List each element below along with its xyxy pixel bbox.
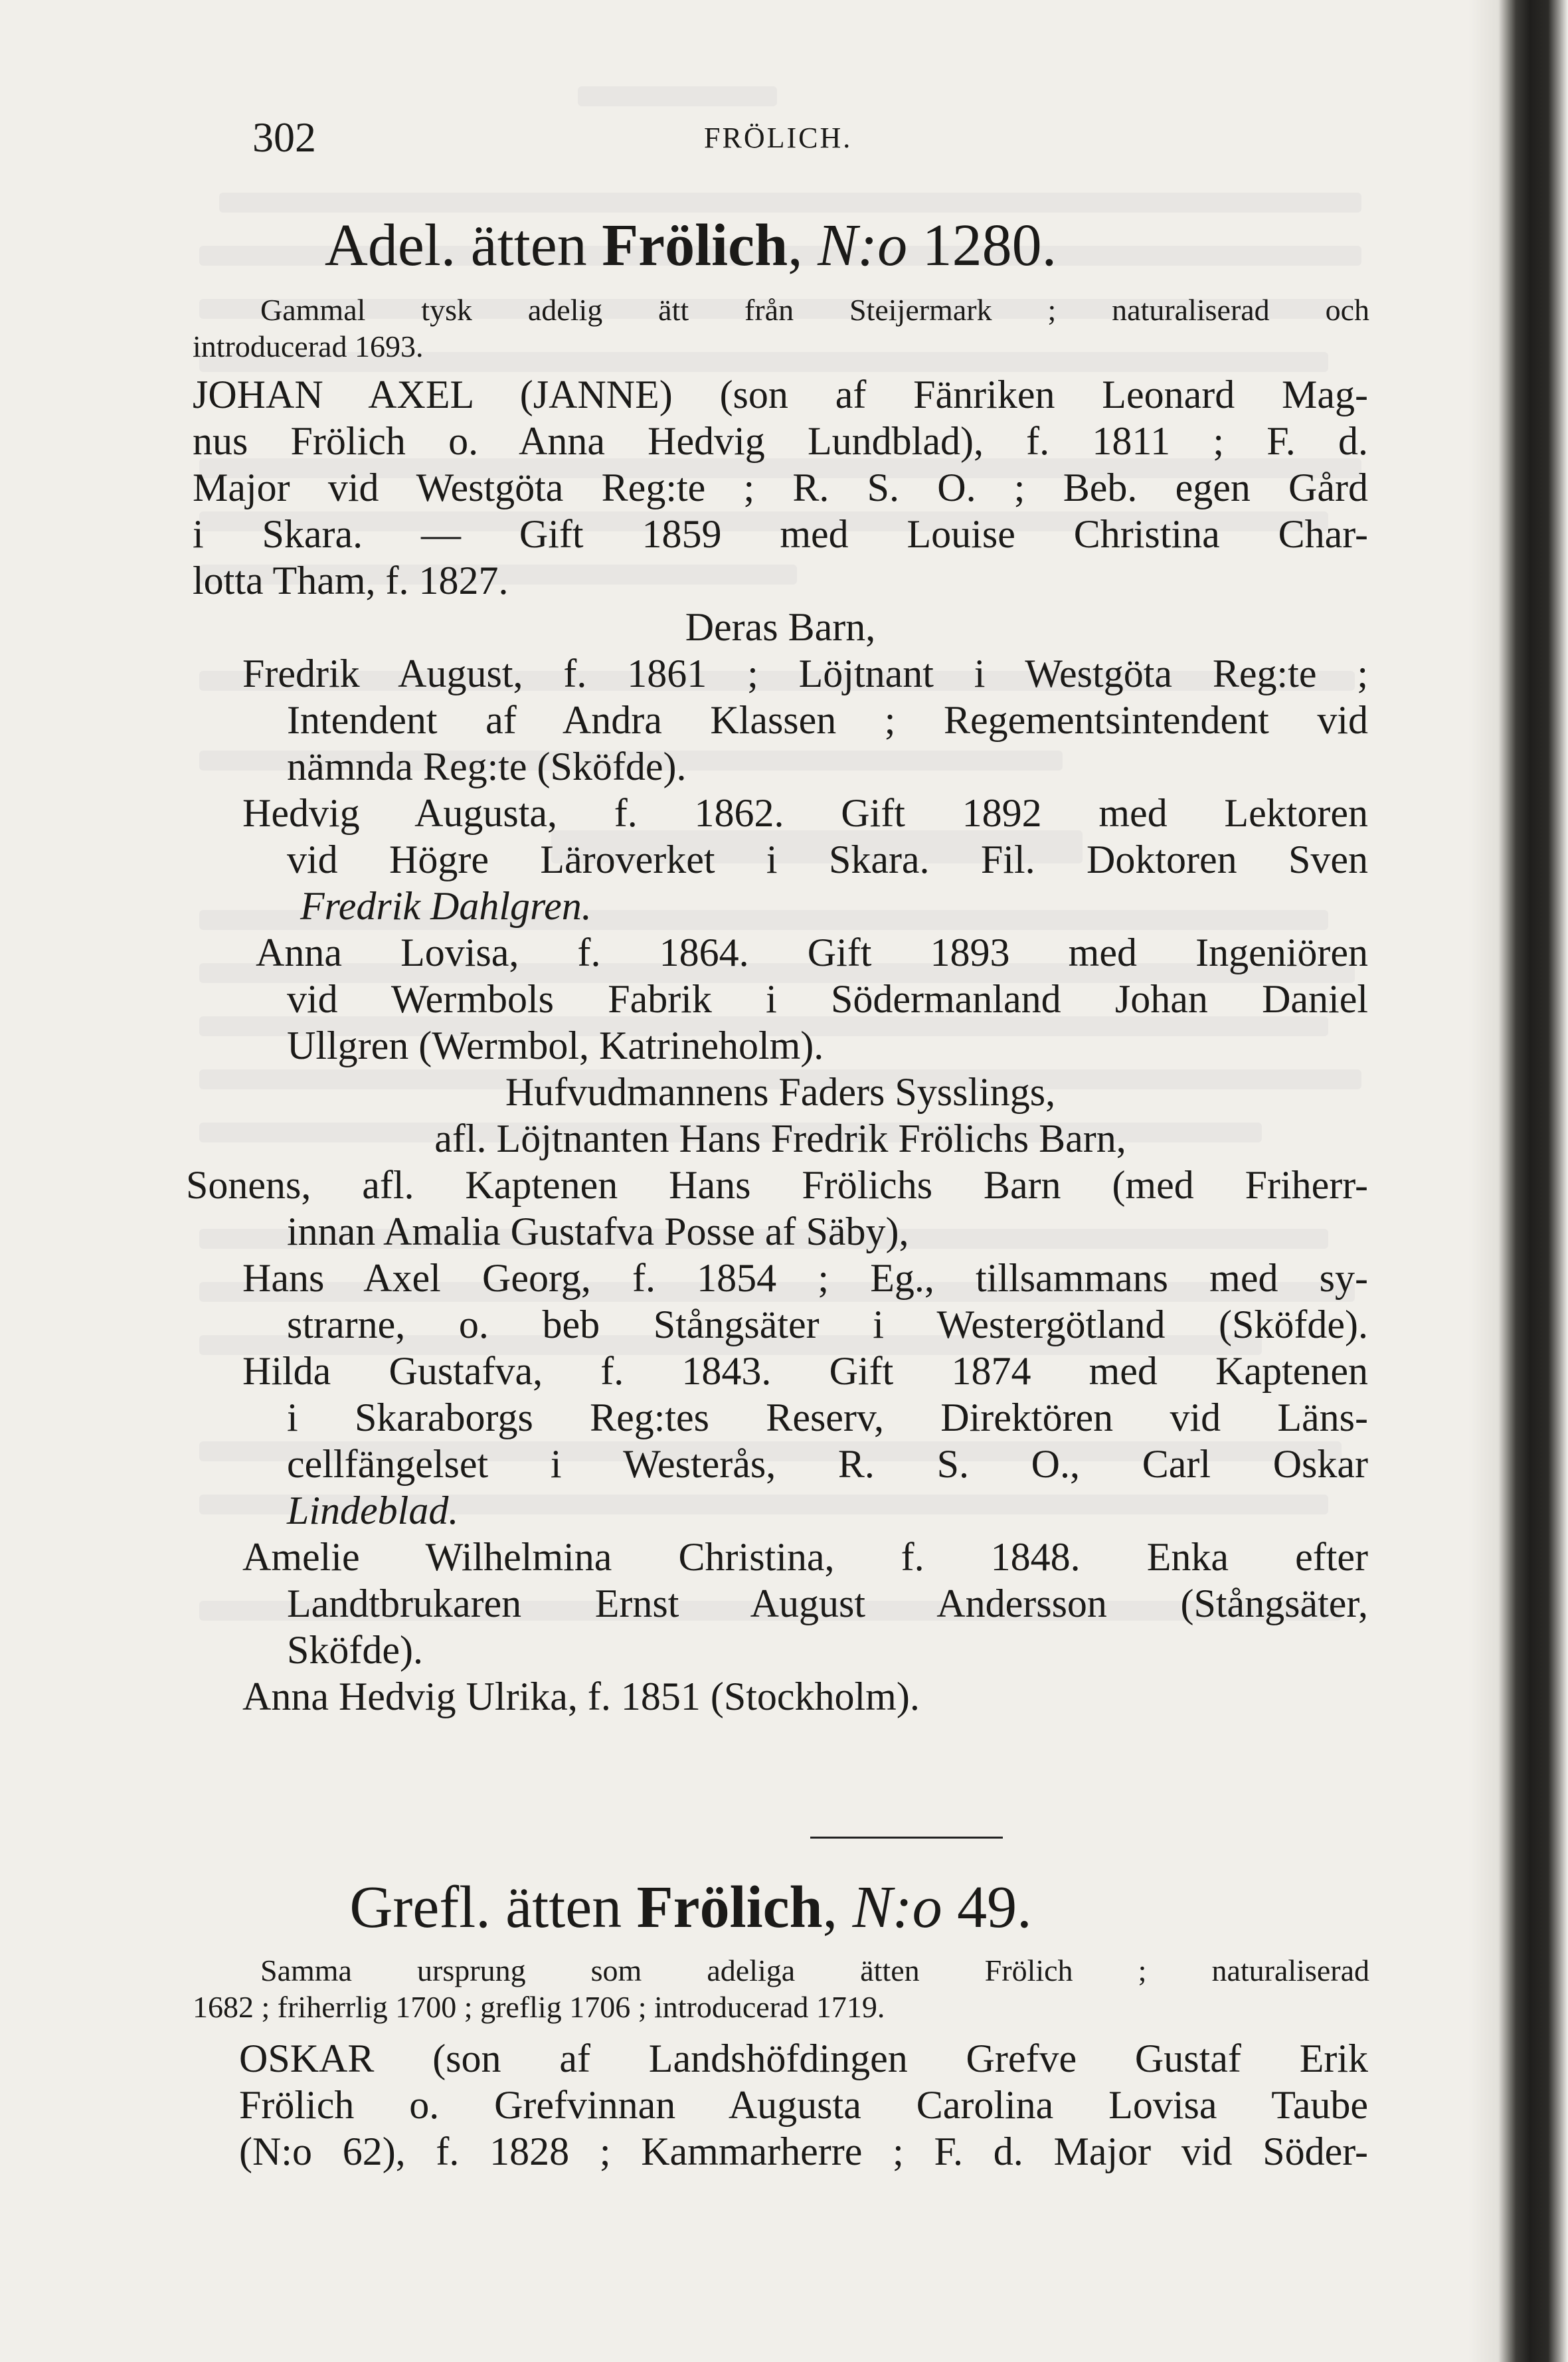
text-line: Fredrik August, f. 1861 ; Löjtnant i Westgöta Reg:te ;	[242, 652, 1368, 695]
text-line: JOHAN AXEL (JANNE) (son af Fänriken Leonard Mag-	[193, 373, 1368, 416]
text-line: Anna Lovisa, f. 1864. Gift 1893 med Ingeniören	[256, 931, 1368, 974]
section-title-grefl: Grefl. ätten Frölich, N:o 49.	[349, 1874, 1032, 1940]
text-line: i Skaraborgs Reg:tes Reserv, Direktören vid Läns-	[287, 1396, 1368, 1439]
text-line: afl. Löjtnanten Hans Fredrik Frölichs Barn,	[434, 1117, 1126, 1160]
text-line: cellfängelset i Westerås, R. S. O., Carl Oskar	[287, 1442, 1368, 1486]
intro-line: introducerad 1693.	[193, 329, 424, 363]
text-line: Hilda Gustafva, f. 1843. Gift 1874 med Kaptenen	[242, 1349, 1368, 1393]
intro-line: 1682 ; friherrlig 1700 ; greflig 1706 ; introducerad 1719.	[193, 1990, 885, 2024]
text-line: OSKAR (son af Landshöfdingen Grefve Gustaf Erik	[239, 2037, 1368, 2080]
text-line: Sköfde).	[287, 1628, 423, 1672]
text-line: lotta Tham, f. 1827.	[193, 559, 509, 602]
text-line: Sonens, afl. Kaptenen Hans Frölichs Barn (med Friherr-	[186, 1163, 1368, 1207]
running-head: FRÖLICH.	[704, 122, 853, 154]
section-divider	[810, 1837, 1003, 1839]
text-line: Anna Hedvig Ulrika, f. 1851 (Stockholm).	[242, 1675, 920, 1718]
page-number: 302	[252, 114, 316, 161]
text-line: vid Högre Läroverket i Skara. Fil. Doktoren Sven	[287, 838, 1368, 881]
text-line: i Skara. — Gift 1859 med Louise Christina Char-	[193, 512, 1368, 556]
text-line: Lindeblad.	[287, 1489, 459, 1532]
text-line: Frölich o. Grefvinnan Augusta Carolina Lovisa Taube	[239, 2083, 1368, 2127]
page-header	[252, 113, 1315, 166]
text-line: Hans Axel Georg, f. 1854 ; Eg., tillsammans med sy-	[242, 1256, 1368, 1300]
intro-line: Samma ursprung som adeliga ätten Frölich ; naturaliserad	[260, 1953, 1369, 1987]
text-line: (N:o 62), f. 1828 ; Kammarherre ; F. d. Major vid Söder-	[239, 2130, 1368, 2173]
text-line: Amelie Wilhelmina Christina, f. 1848. Enka efter	[242, 1535, 1368, 1579]
text-line: strarne, o. beb Stångsäter i Westergötland (Sköfde).	[287, 1303, 1368, 1346]
book-binding-edge	[1468, 0, 1568, 2362]
text-line: Hedvig Augusta, f. 1862. Gift 1892 med Lektoren	[242, 791, 1368, 835]
section-title-adel: Adel. ätten Frölich, N:o 1280.	[324, 213, 1057, 278]
subheading: Hufvudmannens Faders Sysslings,	[505, 1070, 1056, 1114]
text-line: Major vid Westgöta Reg:te ; R. S. O. ; Beb. egen Gård	[193, 466, 1368, 509]
text-line: Intendent af Andra Klassen ; Regementsintendent vid	[287, 698, 1368, 742]
text-line: Fredrik Dahlgren.	[300, 884, 592, 928]
subheading: Deras Barn,	[685, 605, 876, 649]
text-line: nus Frölich o. Anna Hedvig Lundblad), f. 1811 ; F. d.	[193, 419, 1368, 463]
intro-line: Gammal tysk adelig ätt från Steijermark ; naturaliserad och	[260, 293, 1369, 327]
text-line: innan Amalia Gustafva Posse af Säby),	[287, 1210, 909, 1253]
text-line: Landtbrukaren Ernst August Andersson (Stångsäter,	[287, 1582, 1368, 1625]
text-line: Ullgren (Wermbol, Katrineholm).	[287, 1024, 824, 1067]
text-line: nämnda Reg:te (Sköfde).	[287, 745, 687, 788]
text-line: vid Wermbols Fabrik i Södermanland Johan Daniel	[287, 977, 1368, 1021]
